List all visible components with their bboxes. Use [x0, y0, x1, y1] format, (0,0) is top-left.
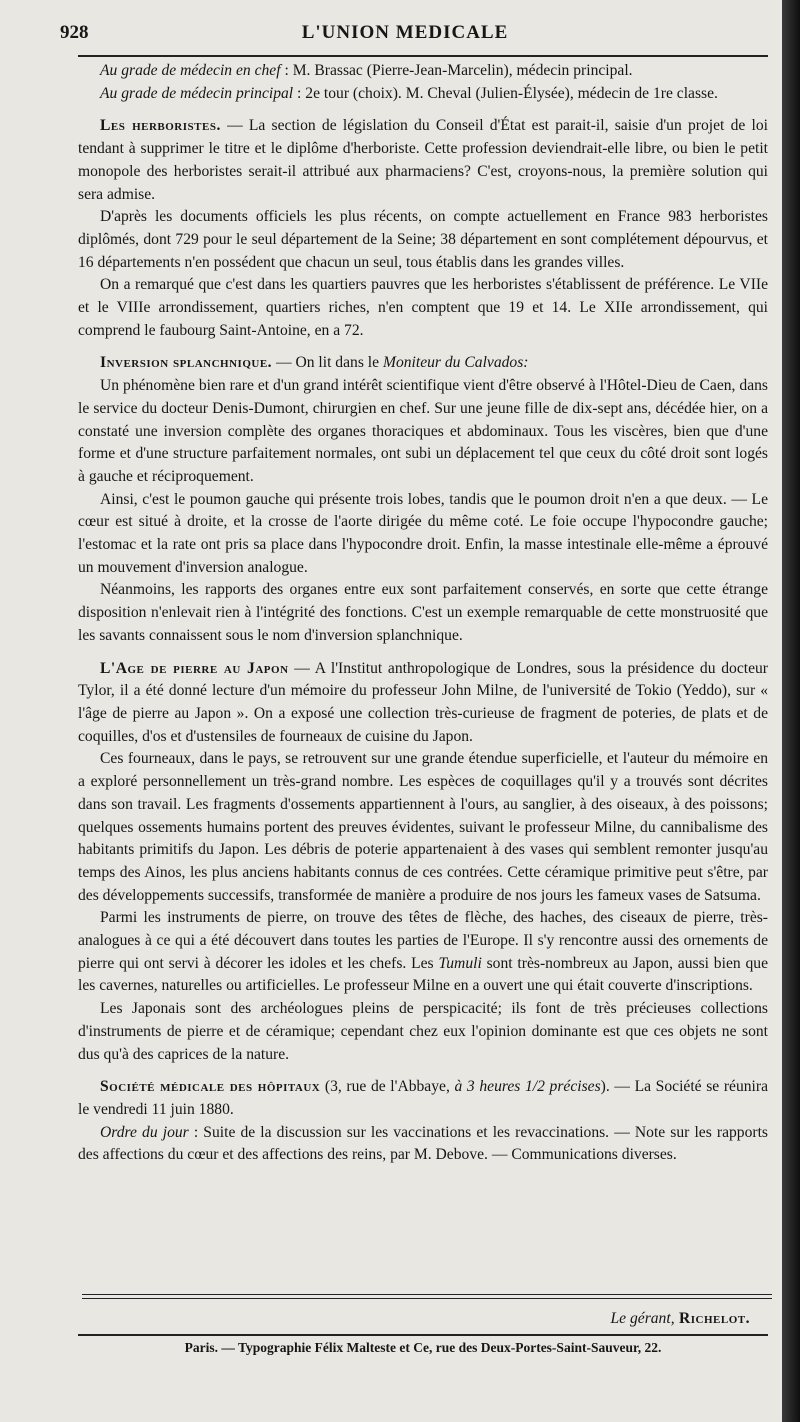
imprint-rule — [78, 1334, 768, 1336]
page-number: 928 — [60, 22, 89, 43]
herboristes-paragraph-1 — [78, 115, 768, 206]
societe-time: à 3 heures 1/2 précises — [454, 1078, 601, 1096]
appointment-principal-grade: Au grade de médecin principal — [100, 84, 294, 102]
article-body — [78, 60, 768, 1167]
age-pierre-heading: L'Age de pierre au Japon — [100, 659, 289, 677]
page-header — [60, 22, 750, 52]
inversion-source: Moniteur du Calvados: — [382, 354, 529, 372]
signature-name: Richelot. — [674, 1310, 750, 1327]
inversion-intro — [78, 352, 768, 375]
ordre-du-jour-text: : Suite de la discussion sur les vaccinations et les revaccinations. — Note sur les rapports des affections du cœur et des affections des reins, par M. Debove. — Communications diverses. — [78, 1123, 768, 1164]
appointment-chef — [78, 60, 768, 83]
appointment-principal — [78, 83, 768, 106]
age-pierre-text-1: — A l'Institut anthropologique de Londres, sous la présidence du docteur Tylor, il a été donné lecture d'un mémoire du professeur John Milne, de l'université de Tokio (Yeddo), sur « l'âge de pierre au Japon ». On a exposé une collection très-curieuse de fragment de poteries, de plats et de coquilles, d'os et d'ustensiles de fourneaux de cuisine du Japon. — [78, 659, 769, 745]
age-pierre-paragraph-1 — [78, 658, 768, 749]
societe-announcement — [78, 1076, 768, 1121]
age-pierre-paragraph-4: Les Japonais sont des archéologues pleins de perspicacité; ils font de très précieuses collections d'instruments de pierre et de céramique; cependant chez eux l'opinion dominante est que ces objets ne sont dus qu'à des caprices de la nature. — [78, 1000, 768, 1063]
societe-address: (3, rue de l'Abbaye, — [320, 1078, 455, 1096]
age-pierre-text-3b: sont très-nombreux au Japon, aussi bien que les cavernes, naturelles ou artificielles. Le professeur Milne en a ouvert une qui était couverte d'inscriptions. — [78, 954, 768, 995]
signature-label: Le gérant, — [610, 1310, 675, 1327]
appointment-principal-text: : 2e tour (choix). M. Cheval (Julien-Élysée), médecin de 1re classe. — [293, 84, 718, 102]
societe-ordre-du-jour — [78, 1122, 768, 1167]
societe-date: ). — La Société se réunira le vendredi 11 juin 1880. — [78, 1078, 768, 1118]
footer-rule-bottom — [82, 1298, 772, 1299]
age-pierre-text-3a: Parmi les instruments de pierre, on trouve des têtes de flèche, des haches, des ciseaux de pierre, très-analogues à ce qui a été découvert dans toutes les parties de l'Europe. Il s'y rencontre aussi des ornements de pierre qui ont servi à décorer les idoles et les chefs. Les — [78, 909, 768, 972]
footer-rule-top — [82, 1294, 772, 1295]
age-pierre-paragraph-2: Ces fourneaux, dans le pays, se retrouvent sur une grande étendue superficielle, et l'auteur du mémoire en a exploré personnellement un très-grand nombre. Les espèces de coquillages qu'il y a trouvés sont décrites dans son travail. Les fragments d'ossements appartiennent à l'ours, au sanglier, à des oiseaux, à des poissons; quelques ossements humains portent des preuves évidentes, suivant le professeur Milne, du cannibalisme des habitants primitifs du Japon. Les débris de poterie appartenaient à des vases qui semblent remonter jusqu'au temps des Ainos, les plus anciens habitants connus de ces contrées. Cette céramique primitive peut s'être, par des développements successifs, transformée de manière a produire de nos jours les fameux vases de Satsuma. — [78, 750, 768, 904]
header-rule — [78, 55, 768, 57]
herboristes-text-1: — La section de législation du Conseil d'État est parait-il, saisie d'un projet de loi tendant à supprimer le titre et le diplôme d'herboriste. Cette profession deviendrait-elle libre, ou bien le petit monopole des herboristes serait-il attribué aux pharmaciens? C'est, croyons-nous, la première solution qui sera admise. — [78, 117, 768, 203]
ordre-du-jour-label: Ordre du jour — [100, 1123, 189, 1141]
herboristes-paragraph-2: D'après les documents officiels les plus récents, on compte actuellement en France 983 herboristes diplômés, dont 729 pour le seul département de la Seine; 38 département en sont complétement dépourvus, et 16 départements n'en possédent que chacun un seul, tous établis dans les grandes villes. — [78, 208, 768, 271]
inversion-paragraph-2: Ainsi, c'est le poumon gauche qui présente trois lobes, tandis que le poumon droit n'en a que deux. — Le cœur est situé à droite, et la crosse de l'aorte dirigée du même coté. Le foie occupe l'hypocondre gauche; l'estomac et la rate ont pris sa place dans l'hypocondre droit. Enfin, la masse intestinale elle-même a éprouvé un mouvement d'inversion analogue. — [78, 490, 768, 576]
inversion-heading: Inversion splanchnique. — [100, 354, 273, 372]
scan-gutter-shadow — [782, 0, 800, 1422]
appointment-chef-text: : M. Brassac (Pierre-Jean-Marcelin), médecin principal. — [280, 62, 633, 79]
inversion-paragraph-3: Néanmoins, les rapports des organes entre eux sont parfaitement conservés, en sorte que cette étrange disposition n'enlevait rien à l'intégrité des fonctions. C'est un exemple remarquable de cette monstruosité que les savants connaissent sous le nom d'inversion splanchnique. — [78, 581, 768, 644]
age-pierre-tumuli: Tumuli — [438, 954, 482, 972]
signature — [78, 1310, 750, 1328]
appointment-chef-grade: Au grade de médecin en chef — [100, 62, 281, 79]
printer-imprint: Paris. — Typographie Félix Malteste et Ce, rue des Deux-Portes-Saint-Sauveur, 22. — [184, 1340, 662, 1355]
societe-heading: Société médicale des hôpitaux — [100, 1078, 321, 1096]
herboristes-heading: Les herboristes. — [100, 117, 221, 135]
age-pierre-paragraph-3 — [78, 907, 768, 998]
running-title: L'UNION MEDICALE — [301, 22, 509, 43]
inversion-intro-text: — On lit dans le — [272, 354, 383, 372]
herboristes-paragraph-3: On a remarqué que c'est dans les quartiers pauvres que les herboristes s'établissent de préférence. Le VIIe et le VIIIe arrondissement, quartiers riches, n'en comptent que 19 et 14. Le XIIe arrondissement, qui comprend le faubourg Saint-Antoine, en a 72. — [78, 276, 768, 339]
inversion-paragraph-1: Un phénomène bien rare et d'un grand intérêt scientifique vient d'être observé à l'Hôtel-Dieu de Caen, dans le service du docteur Denis-Dumont, chirurgien en chef. Sur une jeune fille de dix-sept ans, décédée hier, on a constaté une inversion complète des organes thoraciques et abdominaux. Tous les viscères, bien que d'une forme et d'une structure parfaitement normales, ont subi un déplacement tel que ceux du côté droit sont logés à gauche et réciproquement. — [78, 377, 768, 485]
